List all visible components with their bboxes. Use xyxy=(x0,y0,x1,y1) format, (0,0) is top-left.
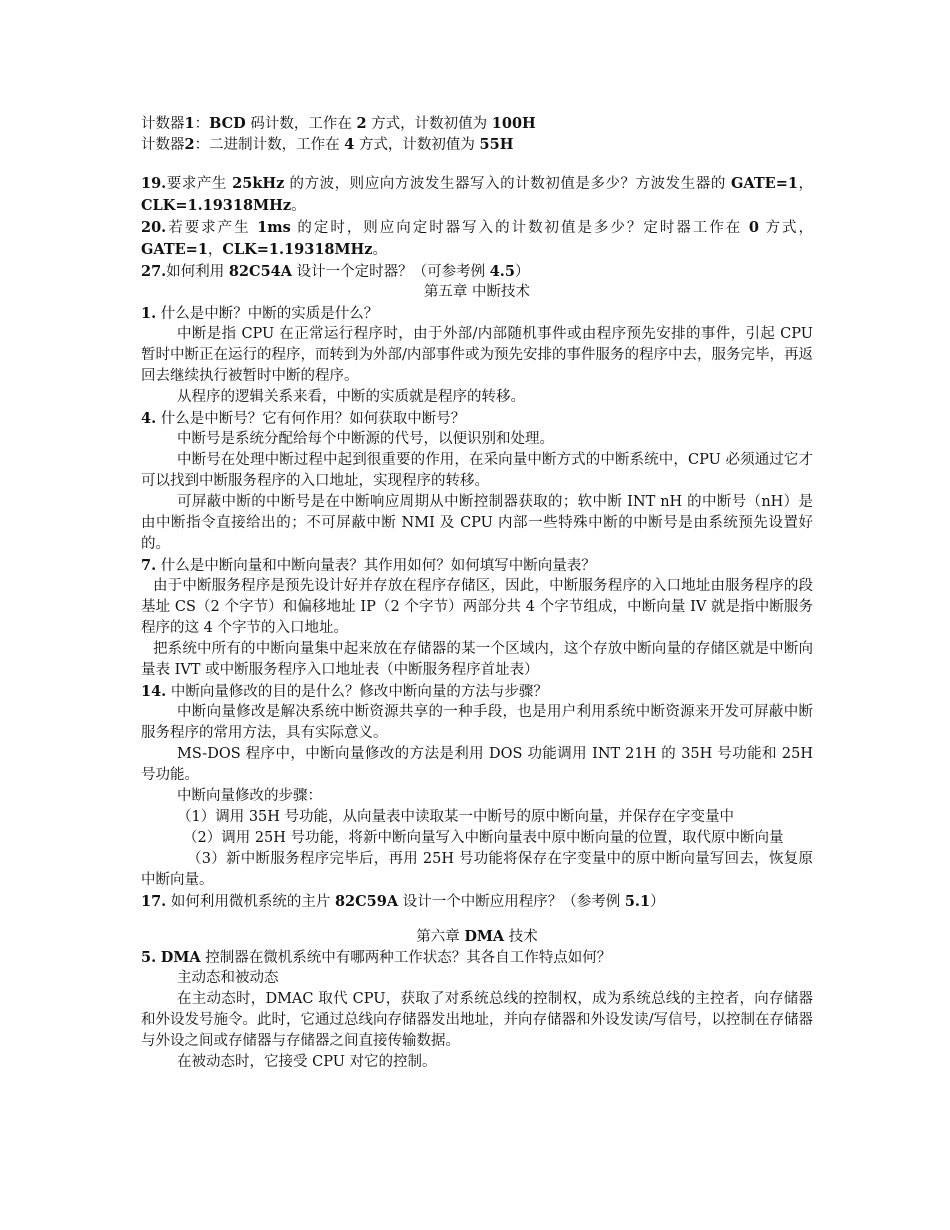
bold-text: 5.1 xyxy=(624,893,651,910)
paragraph xyxy=(141,702,813,744)
chapter-heading xyxy=(141,282,813,303)
text-span: 把系统中所有的中断向量集中起来放在存储器的某一个区域内，这个存放中断向量的存储区就是中断向量表 IVT 或中断服务程序入口地址表（中断服务程序首址表） xyxy=(141,641,813,678)
paragraph xyxy=(141,429,813,450)
bold-text: 82C54A xyxy=(228,263,292,280)
text-span: 中断号在处理中断过程中起到很重要的作用，在采向量中断方式的中断系统中，CPU 必须通过它才可以找到中断服务程序的入口地址，实现程序的转移。 xyxy=(141,452,813,489)
text-span: 。 xyxy=(291,198,306,214)
paragraph xyxy=(141,786,813,807)
text-span: ： xyxy=(194,116,210,132)
paragraph xyxy=(141,807,813,828)
text-span: 中断是指 CPU 在正常运行程序时，由于外部/内部随机事件或由程序预先安排的事件，引起 CPU 暂时中断正在运行的程序，而转到为外部/内部事件或为预先安排的事件服务的程序中去，服务完毕，再返回去继续执行被暂时中断的程序。 xyxy=(141,326,813,384)
bold-text: 5. xyxy=(141,949,157,966)
text-span: 码计数，工作在 xyxy=(245,116,357,132)
text-span: 中断向量修改的步骤： xyxy=(177,788,322,804)
text-span: 可屏蔽中断的中断号是在中断响应周期从中断控制器获取的；软中断 INT nH 的中断号（nH）是由中断指令直接给出的；不可屏蔽中断 NMI 及 CPU 内部一些特殊中断的中断号是由系统预先设置好的。 xyxy=(141,494,813,552)
bold-text: BCD xyxy=(209,115,246,132)
bold-text: 2 xyxy=(184,136,195,153)
text-span: 计数器 xyxy=(141,137,185,153)
bold-text: 1 xyxy=(184,115,195,132)
text-span: 第六章 xyxy=(416,929,465,945)
text-span: 在主动态时，DMAC 取代 CPU，获取了对系统总线的控制权，成为系统总线的主控者，向存储器和外设发号施令。此时，它通过总线向存储器发出地址，并向存储器和外设发读/写信号，以控制在存储器与外设之间或存储器与存储器之间直接传输数据。 xyxy=(141,991,813,1049)
text-span: ） xyxy=(650,894,665,910)
text-span: 什么是中断向量和中断向量表？其作用如何？如何填写中断向量表？ xyxy=(156,558,596,574)
bold-text: DMA xyxy=(464,928,505,945)
text-span: 主动态和被动态 xyxy=(177,970,279,986)
bold-text: 1ms xyxy=(257,219,291,236)
text-span: （1）调用 35H 号功能，从向量表中读取某一中断号的原中断向量，并保存在字变量中 xyxy=(177,809,735,825)
bold-text: 25kHz xyxy=(232,175,285,192)
text-span: 的定时，则应向定时器写入的计数初值是多少？定时器工作在 xyxy=(290,220,749,236)
bold-text: CLK=1.19318MHz xyxy=(222,241,373,258)
document-body xyxy=(141,113,813,1073)
text-span: 什么是中断？中断的实质是什么？ xyxy=(156,306,379,322)
bold-text: 17. xyxy=(141,893,167,910)
text-span: 要求产生 xyxy=(166,176,233,192)
chapter-heading xyxy=(141,926,813,947)
text-span: 中断号是系统分配给每个中断源的代号，以便识别和处理。 xyxy=(177,431,554,447)
paragraph xyxy=(141,639,813,681)
bold-text: 2 xyxy=(356,115,367,132)
text-span: MS-DOS 程序中，中断向量修改的方法是利用 DOS 功能调用 INT 21H 的 35H 号功能和 25H 号功能。 xyxy=(141,746,813,783)
text-span: 技术 xyxy=(504,929,538,945)
text-span: ） xyxy=(514,264,530,280)
question-line xyxy=(141,303,813,324)
text-span: 计数器 xyxy=(141,116,185,132)
bold-text: 27. xyxy=(141,263,167,280)
paragraph xyxy=(141,217,813,261)
text-span: 若要求产生 xyxy=(166,220,258,236)
bold-text: 0 xyxy=(748,219,759,236)
text-span: 方式，计数初值为 xyxy=(366,116,492,132)
question-line xyxy=(141,891,813,912)
bold-text: 100H xyxy=(491,115,536,132)
question-line xyxy=(141,113,813,134)
question-line xyxy=(141,555,813,576)
bold-text: 82C59A xyxy=(334,893,399,910)
text-span: 中断向量修改的目的是什么？修改中断向量的方法与步骤？ xyxy=(166,684,548,700)
text-span: 控制器在微机系统中有哪两种工作状态？其各自工作特点如何？ xyxy=(200,950,612,966)
bold-text: 4. xyxy=(141,410,157,427)
paragraph xyxy=(141,828,813,849)
bold-text: 4.5 xyxy=(489,263,515,280)
text-span: 方式， xyxy=(758,220,814,236)
text-span: 设计一个中断应用程序？（参考例 xyxy=(398,894,625,910)
question-line xyxy=(141,134,813,155)
text-span: 。 xyxy=(372,242,387,258)
bold-text: 1. xyxy=(141,305,157,322)
paragraph xyxy=(141,492,813,555)
text-span: 方式，计数初值为 xyxy=(354,137,480,153)
paragraph xyxy=(141,173,813,217)
bold-text: DMA xyxy=(160,949,201,966)
paragraph xyxy=(141,744,813,786)
text-span: ， xyxy=(207,242,223,258)
text-span: 什么是中断号？它有何作用？如何获取中断号？ xyxy=(156,411,466,427)
text-span: 第五章 中断技术 xyxy=(423,284,531,300)
paragraph xyxy=(141,324,813,387)
paragraph xyxy=(141,968,813,989)
paragraph xyxy=(141,989,813,1052)
text-span: 中断向量修改是解决系统中断资源共享的一种手段，也是用户利用系统中断资源来开发可屏蔽中断服务程序的常用方法，具有实际意义。 xyxy=(141,704,813,741)
text-span: （2）调用 25H 号功能，将新中断向量写入中断向量表中原中断向量的位置，取代原中断向量 xyxy=(183,830,784,846)
text-span: 由于中断服务程序是预先设计好并存放在程序存储区，因此，中断服务程序的入口地址由服务程序的段基址 CS（2 个字节）和偏移地址 IP（2 个字节）两部分共 4 个字节组成，中断向量 IV 就是指中断服务程序的这 4 个字节的入口地址。 xyxy=(141,578,813,636)
paragraph xyxy=(141,849,813,891)
bold-text: CLK=1.19318MHz xyxy=(141,197,292,214)
paragraph-gap xyxy=(141,912,813,926)
text-span: 从程序的逻辑关系来看，中断的实质就是程序的转移。 xyxy=(177,389,525,405)
bold-text: GATE=1 xyxy=(141,241,208,258)
text-span: 如何利用微机系统的主片 xyxy=(166,894,335,910)
text-span: （3）新中断服务程序完毕后，再用 25H 号功能将保存在字变量中的原中断向量写回去，恢复原中断向量。 xyxy=(141,851,813,888)
bold-text: 7. xyxy=(141,557,157,574)
question-line xyxy=(141,947,813,968)
bold-text: 4 xyxy=(344,136,355,153)
question-line xyxy=(141,681,813,702)
text-span: 在被动态时，它接受 CPU 对它的控制。 xyxy=(177,1054,437,1070)
bold-text: 14. xyxy=(141,683,167,700)
text-span: 设计一个定时器？（可参考例 xyxy=(292,264,490,280)
paragraph-gap xyxy=(141,155,813,173)
paragraph xyxy=(141,576,813,639)
text-span: 的方波，则应向方波发生器写入的计数初值是多少？方波发生器的 xyxy=(284,176,732,192)
bold-text: 20. xyxy=(141,219,167,236)
paragraph xyxy=(141,387,813,408)
bold-text: 19. xyxy=(141,175,167,192)
question-line xyxy=(141,408,813,429)
text-span: ， xyxy=(797,176,814,192)
bold-text: GATE=1 xyxy=(731,175,798,192)
text-span: 如何利用 xyxy=(166,264,229,280)
paragraph xyxy=(141,1052,813,1073)
paragraph xyxy=(141,450,813,492)
question-line xyxy=(141,261,813,282)
text-span: ：二进制计数，工作在 xyxy=(194,137,345,153)
bold-text: 55H xyxy=(479,136,514,153)
